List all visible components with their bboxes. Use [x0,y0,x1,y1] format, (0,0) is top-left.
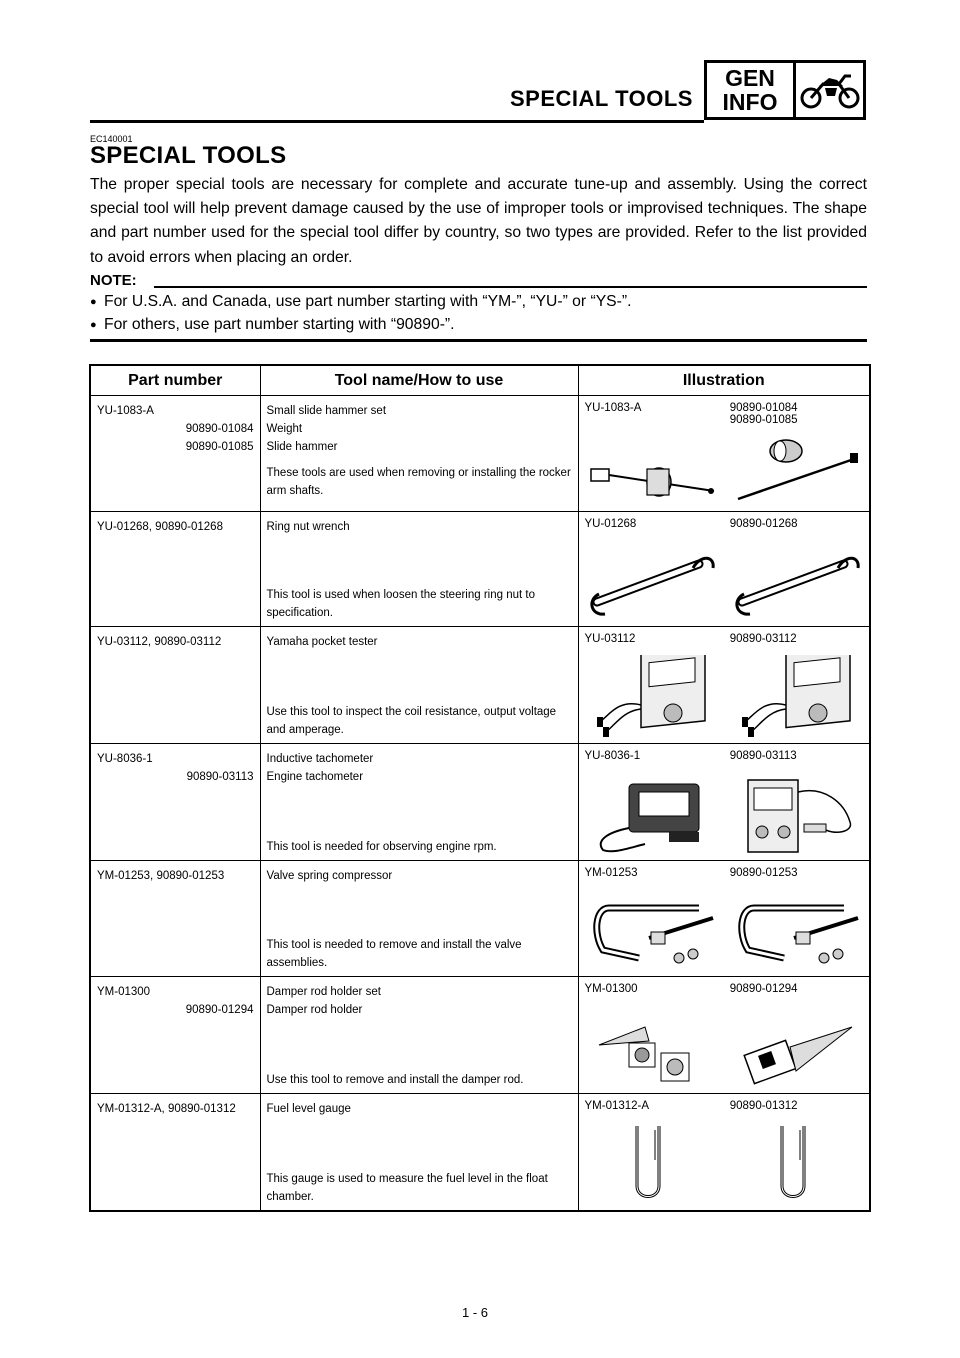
engine-tachometer-illustration [734,772,864,854]
illustration-label: 90890-01294 [729,983,798,995]
part-number-cell: YU-1083-A 90890-01084 90890-01085 [90,396,260,512]
page-number: 1 - 6 [462,1305,489,1320]
bullet-icon: ● [90,296,97,308]
illustration-label: YU-1083-A [584,402,642,414]
section-badge-text [707,63,796,117]
illustration-cell [578,1094,870,1212]
inductive-tachometer-illustration [589,778,719,854]
note-item: ● For others, use part number starting with “90890-”. [90,316,455,333]
header-tool-name: Tool name/How to use [260,365,578,396]
illustration-label: 90890-01084 [729,402,798,414]
table-row [90,977,870,1094]
part-number-cell: YM-01253, 90890-01253 [90,861,260,977]
usage-text: This tool is used when loosen the steering ring nut to specification. [266,589,535,619]
illustration-label: YM-01253 [584,867,638,879]
tool-name-cell: Valve spring compressor This tool is needed to remove and install the valve assemblies. [260,861,578,977]
note-rule-bottom [90,339,867,342]
usage-text: These tools are used when removing or installing the rocker arm shafts. [266,467,571,497]
usage-text: This tool is needed to remove and install the valve assemblies. [266,939,522,969]
usage-text: This tool is needed for observing engine rpm. [266,841,497,853]
table-row [90,396,870,512]
doc-code: EC140001 [90,134,133,144]
illustration-label: 90890-01253 [729,867,798,879]
tool-name-cell: Damper rod holder set Damper rod holder Use this tool to remove and install the damper rod. [260,977,578,1094]
illustration-cell [578,744,870,861]
illustration-label: YM-01300 [584,983,638,995]
bullet-icon: ● [90,319,97,331]
table-row [90,861,870,977]
part-number-cell: YM-01312-A, 90890-01312 [90,1094,260,1212]
header-illustration: Illustration [578,365,870,396]
illustration-cell [578,627,870,744]
illustration-label: YU-03112 [584,633,636,645]
part-number-cell: YU-03112, 90890-03112 [90,627,260,744]
badge-line-1: GEN [725,65,775,91]
pocket-tester-illustration [589,655,719,737]
note-rule [154,286,867,288]
badge-line-2: INFO [722,89,778,115]
pocket-tester-illustration [734,655,864,737]
table-row [90,627,870,744]
tool-name-cell: Ring nut wrench This tool is used when loosen the steering ring nut to specification. [260,512,578,627]
table-row [90,744,870,861]
part-number-cell: YM-01300 90890-01294 [90,977,260,1094]
tool-name-cell: Inductive tachometer Engine tachometer This tool is needed for observing engine rpm. [260,744,578,861]
tool-name-cell: Small slide hammer set Weight Slide hammer These tools are used when removing or installing the rocker arm shafts. [260,396,578,512]
usage-text: Use this tool to remove and install the damper rod. [266,1074,524,1086]
note-label: NOTE: [90,272,137,289]
usage-text: Use this tool to inspect the coil resistance, output voltage and amperage. [266,706,557,736]
table-row [90,512,870,627]
slide-hammer-illustration [589,455,719,505]
fuel-level-gauge-illustration [589,1120,719,1204]
illustration-label: YU-8036-1 [584,750,641,762]
tool-name-cell: Yamaha pocket tester Use this tool to inspect the coil resistance, output voltage and amperage. [260,627,578,744]
ring-nut-wrench-illustration [589,550,719,620]
table-header-row [90,365,870,396]
illustration-cell [578,861,870,977]
page-title: SPECIAL TOOLS [90,142,287,169]
special-tools-table [89,364,871,1212]
illustration-label: 90890-03113 [729,750,797,762]
valve-spring-compressor-illustration [589,898,723,970]
part-number-cell: YU-01268, 90890-01268 [90,512,260,627]
damper-rod-holder-illustration [734,1013,864,1087]
illustration-cell [578,396,870,512]
table-row [90,1094,870,1212]
illustration-cell [578,512,870,627]
illustration-label: YU-01268 [584,518,637,530]
damper-rod-holder-set-illustration [589,1013,719,1087]
header-part-number: Part number [90,365,260,396]
illustration-label: 90890-01268 [729,518,798,530]
motocross-bike-icon [796,63,863,117]
illustration-label: 90890-01312 [729,1100,798,1112]
part-number-cell: YU-8036-1 90890-03113 [90,744,260,861]
tool-name-cell: Fuel level gauge This gauge is used to measure the fuel level in the float chamber. [260,1094,578,1212]
ring-nut-wrench-illustration [734,550,864,620]
usage-text: This gauge is used to measure the fuel level in the float chamber. [266,1173,548,1203]
valve-spring-compressor-illustration [734,898,868,970]
header-rule [90,120,704,123]
section-title: SPECIAL TOOLS [510,86,693,111]
intro-paragraph: The proper special tools are necessary for complete and accurate tune-up and assembly. Using the correct special tool will help prevent damage caused by the use of improper tools or improvised techniques. The shape and part number used for the special tool differ by country, so two types are provided. Refer to the list provided to avoid errors when placing an order. [90,176,867,266]
illustration-label: 90890-01085 [729,414,798,426]
note-item: ● For U.S.A. and Canada, use part number starting with “YM-”, “YU-” or “YS-”. [90,293,632,310]
illustration-cell [578,977,870,1094]
weight-and-rod-illustration [734,437,864,505]
illustration-label: YM-01312-A [584,1100,650,1112]
section-badge [704,60,866,120]
fuel-level-gauge-illustration [734,1120,864,1204]
illustration-label: 90890-03112 [729,633,797,645]
